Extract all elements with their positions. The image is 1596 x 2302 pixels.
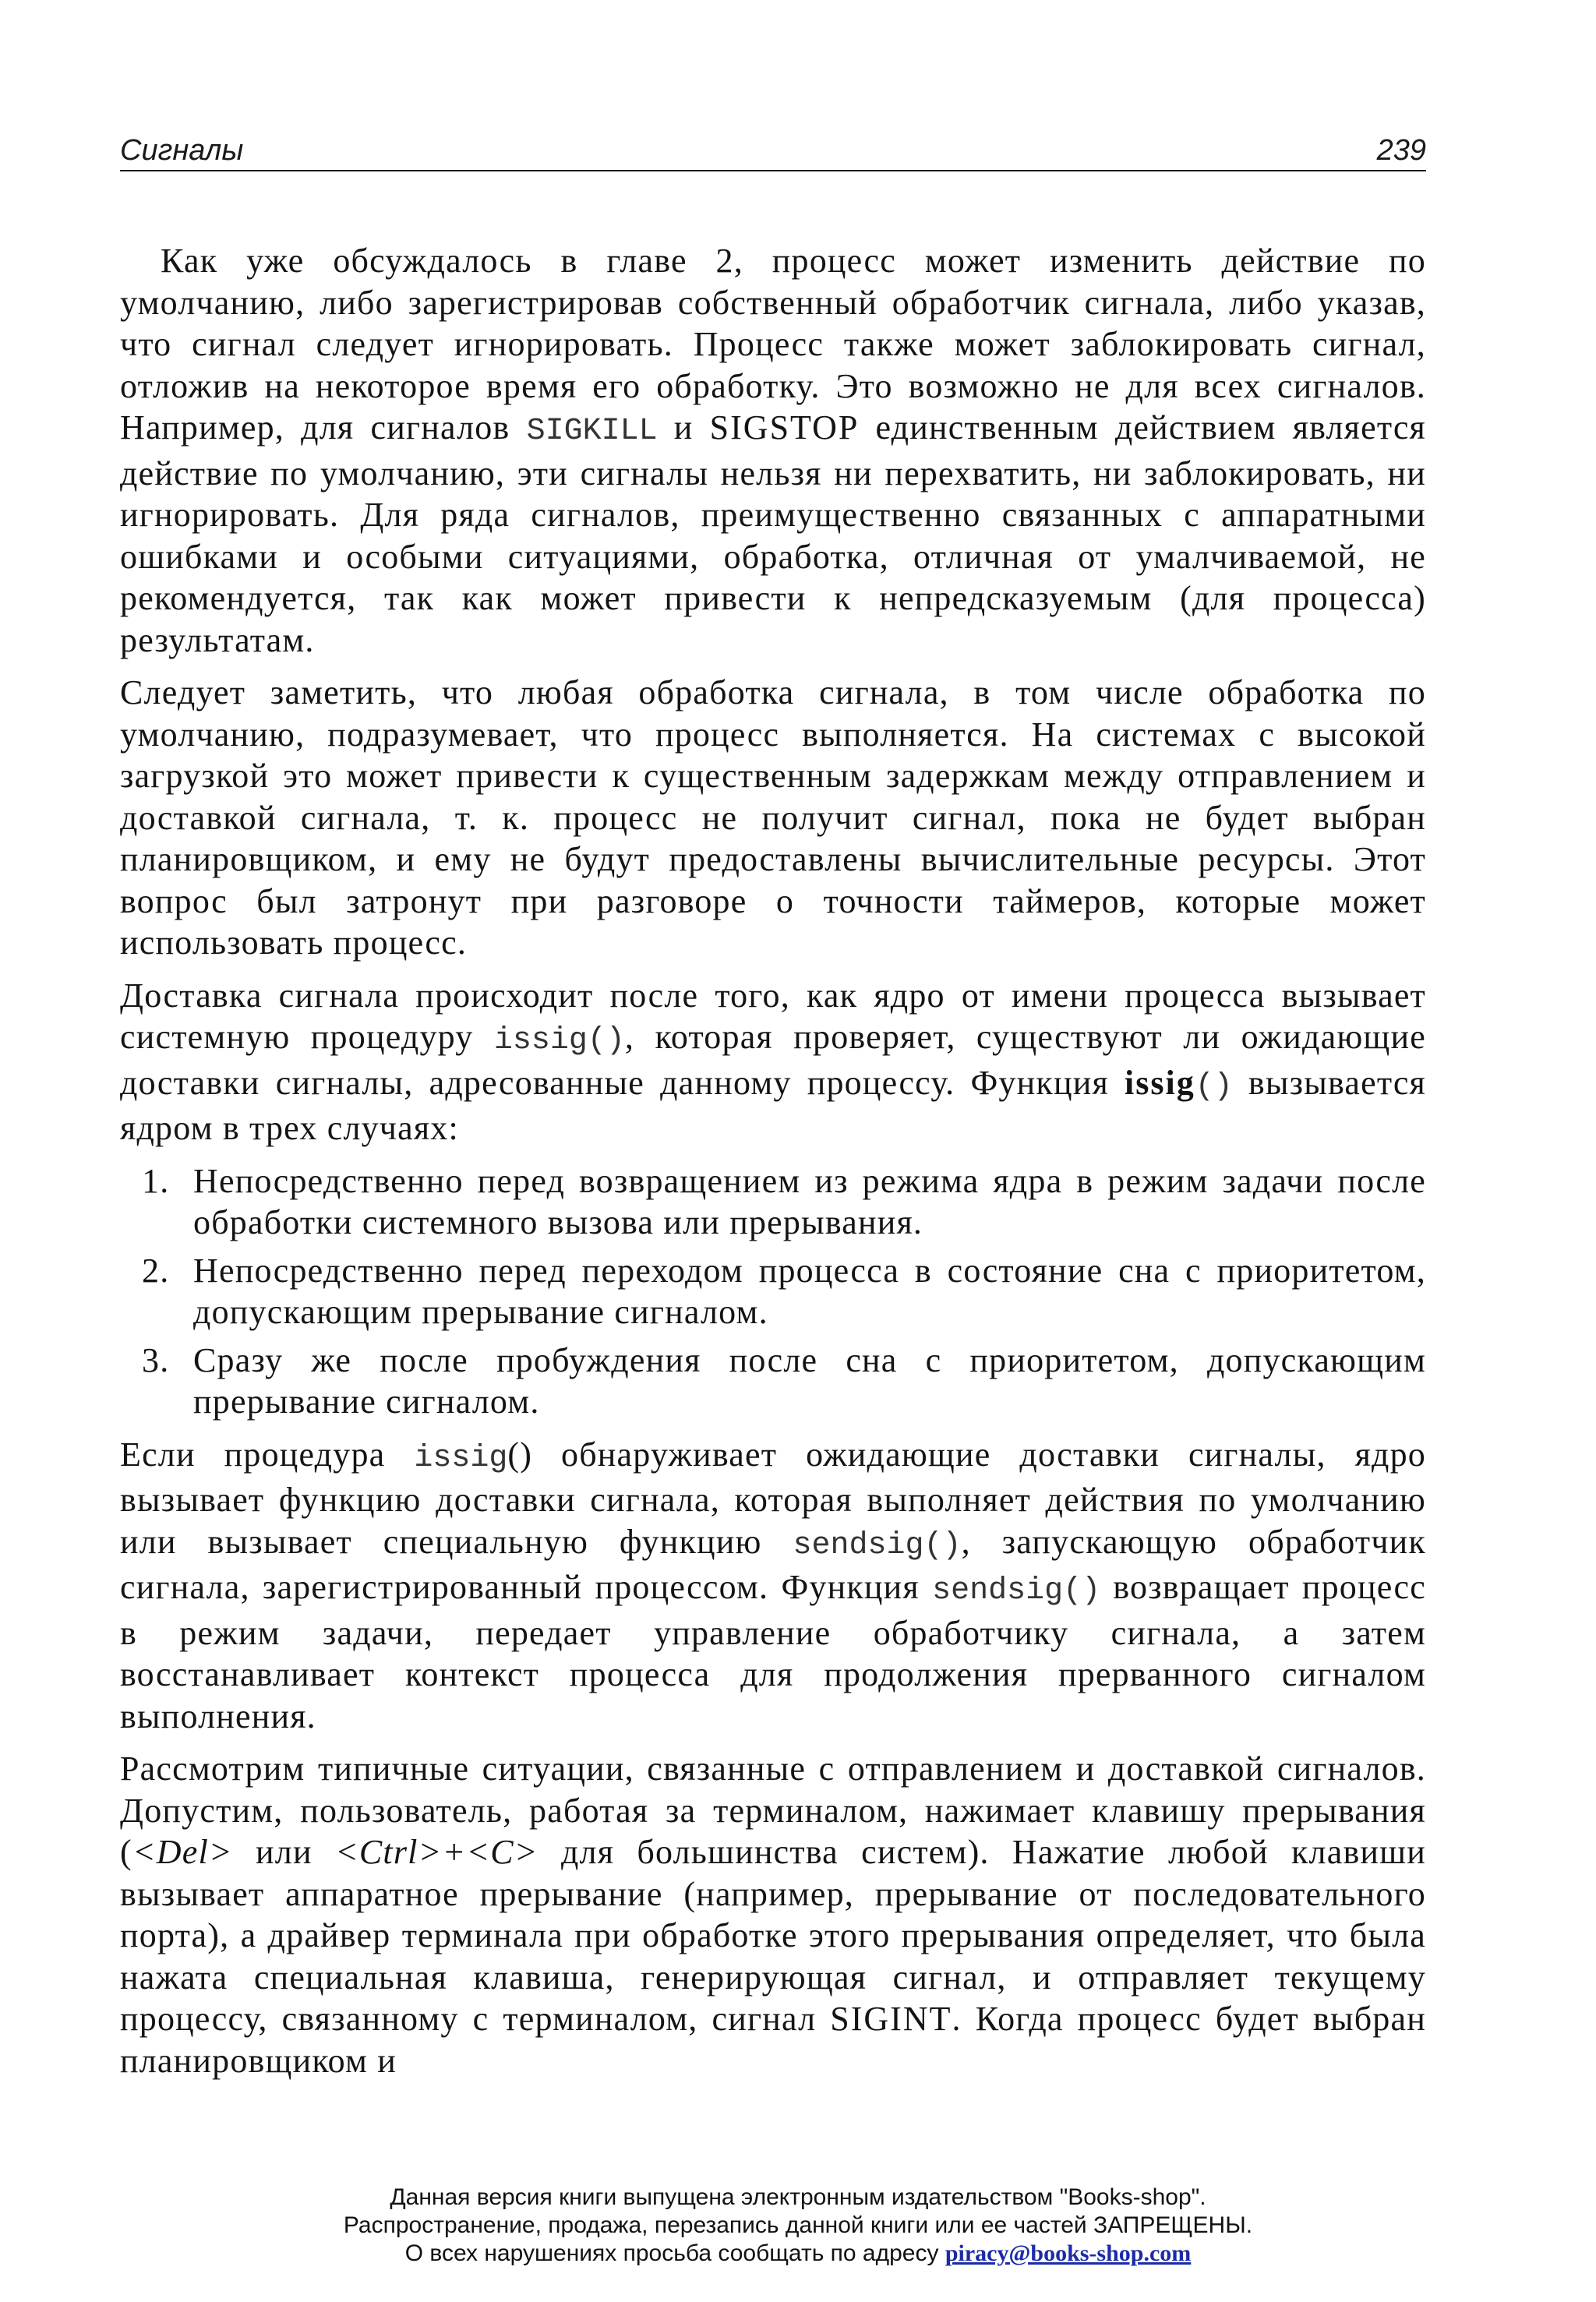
list-text: Сразу же после пробуждения после сна с приоритетом, допускающим прерывание сигналом.: [193, 1340, 1426, 1421]
code-sigkill: SIGKILL: [526, 414, 658, 449]
paragraph-3: [120, 975, 1426, 1149]
list-number: 3.: [142, 1340, 170, 1379]
running-header: [120, 131, 1426, 171]
text-run: и: [657, 408, 710, 447]
piracy-email-link[interactable]: piracy@books-shop.com: [945, 2240, 1192, 2266]
text-run: . Когда процесс будет выбран планировщиком и: [120, 2000, 1426, 2080]
text-run: обнаруживает ожидающие доставки сигналы, ядро вызывает функцию доставки сигнала, которая выполняет действия по умолчанию или вызывает специальную функцию: [120, 1435, 1427, 1561]
paragraph-1: [120, 240, 1426, 661]
text-run: Доставка сигнала происходит после того, как ядро от имени процесса вызывает системную процедуру: [120, 976, 1426, 1056]
code-sigint: SIGINT: [830, 2000, 952, 2038]
page-number: 239: [1376, 134, 1426, 167]
list-number: 1.: [142, 1161, 170, 1200]
code-issig-bold: issig: [1125, 1063, 1195, 1102]
list-number: 2.: [142, 1251, 170, 1290]
paragraph-5: [120, 1748, 1426, 2081]
text-run: , запускающую обработчик сигнала, зарегистрированный процессом. Функция: [120, 1522, 1427, 1606]
key-del: <Del>: [132, 1833, 233, 1871]
list-item: [120, 1160, 1426, 1244]
list-text: Непосредственно перед возвращением из режима ядра в режим задачи после обработки системного вызова или прерывания.: [193, 1161, 1426, 1241]
list-item: [120, 1250, 1426, 1333]
footer-text: О всех нарушениях просьба сообщать по адресу: [404, 2240, 945, 2266]
text-run: или: [232, 1833, 335, 1871]
code-sigstop: SIGSTOP: [709, 408, 860, 447]
code-issig: issig: [414, 1440, 508, 1476]
text-run: Как уже обсуждалось в главе 2, процесс может изменить действие по умолчанию, либо зарегистрировав собственный обработчик сигнала, либо указав, что сигнал следует игнорировать. Процесс также может заблокировать сигнал, отложив на некоторое время его обработку. Это возможно не для всех сигналов. Например, для сигналов: [120, 242, 1426, 447]
text-run: для большинства систем). Нажатие любой клавиши вызывает аппаратное прерывание (например, прерывание от последовательного порта), а драйвер терминала при обработке этого прерывания определяет, что была нажата специальная клавиша, генерирующая сигнал, и отправляет текущему процессу, связанному с терминалом, сигнал: [120, 1833, 1426, 2038]
footer-line-1: Данная версия книги выпущена электронным издательством "Books-shop".: [390, 2184, 1206, 2210]
text-run: Рассмотрим типичные ситуации, связанные с отправлением и доставкой сигналов. Допустим, пользователь, работая за терминалом, нажимает клавишу прерывания (: [120, 1749, 1426, 1871]
key-ctrl-c: <Ctrl>+<C>: [334, 1833, 538, 1871]
footer-line-3: [0, 2240, 1596, 2268]
code-sendsig: sendsig(): [932, 1573, 1101, 1608]
text-run: единственным действием является действие по умолчанию, эти сигналы нельзя ни перехватить, ни заблокировать, ни игнорировать. Для ряда сигналов, преимущественно связанных с аппаратными ошибками и особыми ситуациями, обработка, отличная от умалчиваемой, не рекомендуется, так как может привести к непредсказуемым (для процесса) результатам.: [120, 408, 1426, 659]
text-run: Если процедура: [120, 1435, 415, 1474]
code-parens: (): [1195, 1068, 1233, 1104]
section-title: Сигналы: [120, 134, 244, 167]
list-item: [120, 1340, 1426, 1423]
list-text: Непосредственно перед переходом процесса в состояние сна с приоритетом, допускающим прерывание сигналом.: [193, 1251, 1426, 1331]
text-run: , которая проверяет, существуют ли ожидающие доставки сигналы, адресованные данному процессу. Функция: [120, 1018, 1426, 1102]
paragraph-4: [120, 1434, 1426, 1738]
text-run: возвращает процесс в режим задачи, передает управление обработчику сигнала, а затем восстанавливает контекст процесса для продолжения прерванного сигналом выполнения.: [120, 1568, 1427, 1735]
code-sendsig: sendsig(): [793, 1527, 962, 1563]
paragraph-2: Следует заметить, что любая обработка сигнала, в том числе обработка по умолчанию, подразумевает, что процесс выполняется. На системах с высокой загрузкой это может привести к существенным задержкам между отправлением и доставкой сигнала, т. к. процесс не получит сигнал, пока не будет выбран планировщиком, и ему не будут предоставлены вычислительные ресурсы. Этот вопрос был затронут при разговоре о точности таймеров, которые может использовать процесс.: [120, 673, 1426, 962]
code-parens: (): [507, 1435, 533, 1474]
code-issig: issig(): [493, 1023, 625, 1058]
numbered-list: [120, 1160, 1426, 1423]
page-body: [120, 240, 1426, 2092]
footer-line-2: Распространение, продажа, перезапись данной книги или ее частей ЗАПРЕЩЕНЫ.: [343, 2212, 1253, 2238]
text-run: вызывается ядром в трех случаях:: [120, 1063, 1426, 1147]
publisher-footer: [0, 2184, 1596, 2268]
